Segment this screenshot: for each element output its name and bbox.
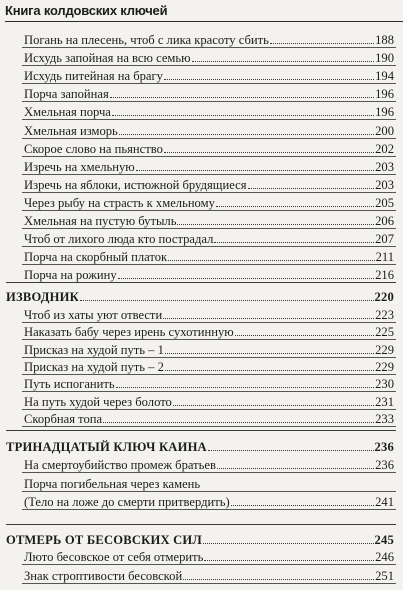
toc-entry[interactable] [24,267,394,283]
toc-entry-title: Знак строптивости бесовской [24,568,183,583]
dot-leader [204,559,374,561]
toc-entry-page: 194 [375,69,394,84]
dot-leader [270,42,374,44]
entry-underline [22,264,396,265]
toc-entry-title: Порча на рожину [24,268,117,283]
toc-entry-page: 202 [375,141,394,156]
entry-underline [22,174,396,175]
toc-entry[interactable] [24,104,394,120]
entry-underline [22,391,396,392]
dot-leader [203,542,374,544]
toc-entry-title: Изречь на яблоки, истюжной брудящиеся [24,177,247,192]
toc-entry-page: 231 [375,394,394,409]
toc-entry-page: 225 [375,325,394,340]
toc-entry-title: Хмельная порча [24,105,111,120]
dot-leader [165,369,374,371]
entry-underline [22,491,396,492]
entry-underline [22,357,396,358]
toc-entry[interactable] [24,376,394,392]
entry-underline [22,322,396,323]
toc-entry[interactable] [24,195,394,211]
toc-entry-title: На путь худой через болото [24,394,172,409]
toc-entry-title: Через рыбу на страсть к хмельному [24,195,215,210]
toc-entry-title: (Тело на ложе до смерти притвердить) [24,495,230,510]
dot-leader [164,151,374,153]
section-heading-page: 245 [374,533,394,547]
toc-entry-title: Исхудь запойная на всю семью [24,51,191,66]
entry-underline [22,409,396,410]
section-heading-page: 220 [374,290,394,304]
toc-entry-page: 216 [375,268,394,283]
dot-leader [248,187,375,189]
dot-leader [110,96,374,98]
toc-entry[interactable] [24,411,394,427]
toc-entry-title: Погань на плесень, чтоб с лика красоту сбить [24,33,269,47]
toc-entry-title: Хмельная на пустую бутыль [24,214,177,228]
section-heading[interactable] [6,289,394,305]
toc-entry[interactable] [24,549,394,565]
entry-underline [22,583,396,584]
section-heading-title: ИЗВОДНИК [6,290,79,304]
toc-entry[interactable] [24,324,394,340]
toc-entry-page: 196 [375,87,394,102]
toc-entry-title: Скорое слово на пьянство [24,141,163,156]
toc-entry-title: Чтоб от лихого люда кто пострадал [24,232,214,247]
dot-leader [112,114,374,116]
toc-entry-page: 205 [375,195,394,210]
dot-leader [119,133,374,135]
toc-entry-title: Изречь на хмельную [24,159,135,174]
dot-leader [217,467,374,469]
section-divider [6,524,396,525]
toc-entry-title: Путь испоганить [24,377,115,392]
toc-entry-title: Порча на скорбный платок [24,250,168,265]
toc-entry[interactable] [24,359,394,375]
dot-leader [214,241,374,243]
toc-entry-title: Хмельная изморь [24,123,118,138]
dot-leader [164,78,374,80]
toc-entry[interactable] [24,394,394,410]
toc-entry[interactable] [24,159,394,175]
section-heading-title: ТРИНАДЦАТЫЙ КЛЮЧ КАИНА [6,440,207,454]
entry-underline [22,101,396,102]
dot-leader [116,386,374,388]
toc-entry-page: 203 [375,177,394,192]
toc-entry-title: На смертоубийство промеж братьев [24,458,216,472]
toc-entry-page: 223 [375,308,394,322]
entry-underline [22,374,396,375]
entry-underline [22,564,396,565]
toc-entry[interactable] [24,123,394,139]
toc-entry-page: 206 [375,214,394,228]
toc-entry-page: 229 [375,359,394,374]
toc-entry[interactable] [24,457,394,473]
toc-entry-page: 203 [375,159,394,174]
toc-entry[interactable] [24,249,394,265]
entry-underline [22,339,396,340]
dot-leader [173,404,374,406]
entry-underline [22,246,396,247]
toc-entry-page: 241 [375,495,394,510]
dot-leader [80,299,374,301]
dot-leader [216,205,374,207]
toc-entry[interactable] [24,141,394,157]
toc-entry[interactable] [24,177,394,193]
entry-underline [22,138,396,139]
toc-entry-page: 229 [375,342,394,357]
toc-entry[interactable] [24,568,394,584]
entry-underline [22,509,396,510]
toc-entry[interactable] [24,476,394,492]
dot-leader [163,317,374,319]
toc-entry-title: Скорбная топа [24,411,103,426]
entry-underline [22,472,396,473]
toc-entry-page: 200 [375,123,394,138]
toc-entry-title: Исхудь питейная на брагу [24,69,163,84]
toc-entry[interactable] [24,231,394,247]
section-divider [6,430,396,431]
book-title: Книга колдовских ключей [5,3,168,18]
entry-underline [22,228,396,229]
toc-entry-title: Присказ на худой путь – 2 [24,359,164,374]
toc-entry-page: 207 [375,232,394,247]
entry-underline [22,426,396,427]
toc-entry-page: 246 [375,550,394,564]
toc-entry[interactable] [24,307,394,323]
dot-leader [136,169,374,171]
entry-underline [22,119,396,120]
section-heading[interactable] [6,439,394,455]
dot-leader [103,421,374,423]
toc-entry[interactable] [24,50,394,66]
toc-entry[interactable] [24,494,394,510]
entry-underline [22,83,396,84]
dot-leader [165,352,374,354]
section-heading-title: ОТМЕРЬ ОТ БЕСОВСКИХ СИЛ [6,533,202,547]
dot-leader [168,259,374,261]
section-heading-page: 236 [374,440,394,454]
entry-underline [22,192,396,193]
toc-entry[interactable] [24,213,394,229]
dot-leader [192,60,375,62]
dot-leader [208,449,374,451]
toc-entry[interactable] [24,86,394,102]
toc-entry-title: Чтоб из хаты уют отвести [24,308,163,322]
dot-leader [177,223,374,225]
toc-entry-page: 211 [375,250,394,265]
dot-leader [118,277,374,279]
toc-entry-title: Присказ на худой путь – 1 [24,342,164,357]
toc-entry-title: Люто бесовское от себя отмерить [24,550,204,564]
toc-entry-page: 196 [375,105,394,120]
toc-entry[interactable] [24,68,394,84]
dot-leader [183,578,374,580]
section-heading[interactable] [6,532,394,548]
dot-leader [231,504,374,506]
toc-entry[interactable] [24,342,394,358]
entry-underline [22,156,396,157]
toc-entry-page: 190 [375,51,394,66]
toc-entry-page: 233 [375,411,394,426]
toc-entry-page: 188 [375,33,394,47]
toc-entry-title: Порча запойная [24,87,109,102]
toc-entry[interactable] [24,32,394,48]
toc-entry-title: Наказать бабу через ирень сухотинную [24,325,234,340]
entry-underline [22,210,396,211]
dot-leader [235,334,374,336]
toc-entry-page: 251 [375,568,394,583]
toc-entry-page: 236 [375,458,394,472]
entry-underline [22,47,396,48]
section-divider [6,282,396,283]
entry-underline [22,65,396,66]
toc-entry-title: Порча погибельная через камень [24,476,201,491]
toc-entry-page: 230 [375,377,394,392]
